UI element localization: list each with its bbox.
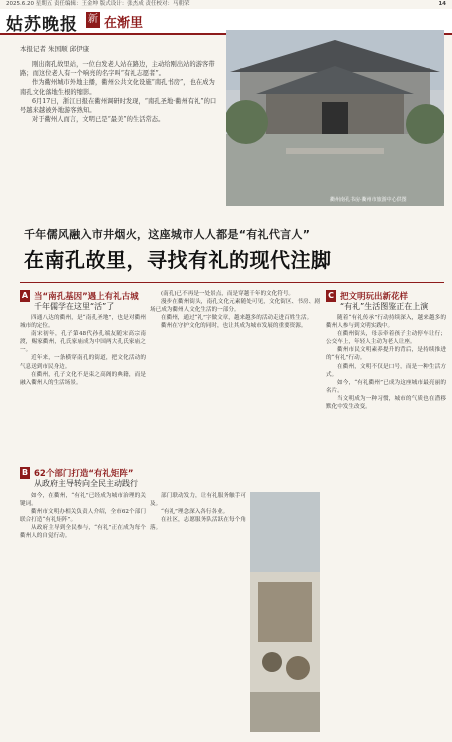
section-c-body <box>326 314 446 411</box>
section-a-letter: A <box>21 291 29 300</box>
section-b-subtitle: 从政府主导转向全民主动践行 <box>34 479 138 488</box>
section-b-photo <box>250 492 320 732</box>
section-b-heading-inner <box>20 467 320 489</box>
body-paragraph: 在衢州，孔子文化不是束之高阁的典籍，而是融入衢州人的生活场景。 <box>20 371 146 386</box>
section-a <box>20 290 146 387</box>
section-c-title: 把文明玩出新花样 <box>340 292 409 302</box>
body-paragraph: “有礼”理念深入各行各业。 <box>161 509 229 516</box>
body-paragraph: 近年来，一条横穿南孔的街道，把文化活动的气息送到市民身边。 <box>20 355 146 370</box>
section-c-subtitle: “有礼”生活图鉴正在上演 <box>340 302 429 311</box>
section-logo: 新 <box>86 12 100 28</box>
body-paragraph: 在衢州街头，母亲牵着孩子主动停车让行；公交车上，年轻人主动为老人让座。 <box>326 331 446 346</box>
body-paragraph: 随着“有礼传承”行动持续深入，越来越多的衢州人参与到文明实践中。 <box>326 315 446 330</box>
body-paragraph: 在衢州，通过“礼”字做文章，越来越多的活动走进百姓生活。 <box>161 315 313 322</box>
body-paragraph: 如今，在衢州，“有礼”已经成为城市治理的关键词。 <box>20 493 146 508</box>
kicker-headline: 千年儒风融入市井烟火，这座城市人人都是“有礼代言人” <box>24 228 311 241</box>
page-number: 14 <box>438 1 446 7</box>
section-b-body-left <box>20 492 146 541</box>
section-c-letter: C <box>326 290 336 302</box>
body-paragraph: 衢州在守护文化的同时，也让其成为城市发展的重要资源。 <box>161 323 307 330</box>
section-a-subtitle: 千年儒学在这里“活”了 <box>34 302 115 311</box>
intro-paragraph: 6月17日，浙江日报在衢州调研时发现，“南孔圣地·衢州有礼”的口号越来越被外地游客熟知。 <box>20 97 217 115</box>
section-c <box>326 290 446 411</box>
body-paragraph: 从政府主导到全民参与，“有礼”正在成为每个衢州人的自觉行动。 <box>20 525 146 540</box>
topline-info: 2025.6.20 星期五 责任编辑：王金坤 版式设计：张杰成 责任校对：马朝荣 <box>6 1 190 7</box>
section-b-letter: B <box>21 468 29 477</box>
section-a-body <box>20 314 146 387</box>
section-b-title: 62个部门打造“有礼矩阵” <box>34 469 134 479</box>
section-a-continued-body <box>150 290 320 330</box>
byline: 本报记者 朱国顺 邱伊康 <box>20 45 90 53</box>
section-divider <box>20 282 444 283</box>
section-a-heading <box>20 290 146 312</box>
body-paragraph: 衢州市文明办相关负责人介绍，全市62个部门联合打造“有礼矩阵”。 <box>20 509 146 524</box>
body-paragraph: 部门联动发力，让有礼服务触手可及。 <box>150 493 246 508</box>
section-b-heading <box>20 467 320 491</box>
body-paragraph: 在衢州，文明不仅是口号，而是一种生活方式。 <box>326 363 446 378</box>
section-c-heading <box>326 290 446 312</box>
page-topline <box>6 0 446 8</box>
section-a-continued <box>150 290 320 330</box>
body-paragraph: (南孔)已不再是一处景点，而是穿越千年的文化符号。 <box>161 291 295 297</box>
body-paragraph: 衢州市民文明素养提升的背后，是持续推进的“有礼”行动。 <box>326 347 446 362</box>
intro-paragraph: 刚出南孔故里站，一位白发老人站在路边，主动给刚出站的游客带路；而这位老人有一个响亮的名字叫“有礼志愿者”。 <box>20 61 215 78</box>
body-paragraph: 漫步在衢州街头，南孔文化元素随处可见，文化街区、书房、剧场已成为衢州人文化生活的一部分。 <box>150 299 320 314</box>
body-paragraph: 如今，“有礼衢州”已成为这座城市最亮丽的名片。 <box>326 379 446 394</box>
photo-caption: 衢州南孔书房·衢州市旅游中心供图 <box>330 197 407 203</box>
body-paragraph: 当文明成为一种习惯，城市的气质也在潜移默化中发生改变。 <box>326 395 446 411</box>
section-a-title: 当“南孔基因”遇上有礼古城 <box>34 292 139 302</box>
intro-paragraph: 作为衢州城市外地主播，衢州公共文化设施“南孔书房”，也在成为南孔文化落地生根的缩影。 <box>20 79 215 96</box>
body-paragraph: 在社区，志愿服务队活跃在每个角落。 <box>150 517 246 532</box>
section-name: 在渐里 <box>104 16 144 31</box>
lead-photo <box>226 30 444 206</box>
intro-text <box>20 60 218 124</box>
masthead: 姑苏晚报 <box>6 15 78 35</box>
intro-paragraph: 对于衢州人而言，文明已是“最美”的生活常态。 <box>32 116 165 124</box>
section-b-body-middle <box>150 492 246 532</box>
body-paragraph: 四通八达的衢州，是“南孔圣地”，也是对衢州城市的定位。 <box>20 315 146 330</box>
body-paragraph: 南宋初年，孔子第48代孙孔端友随宋高宗南渡，赐家衢州，孔氏家庙成为中国两大孔氏家庙之一。 <box>20 331 146 354</box>
main-headline: 在南孔故里，寻找有礼的现代注脚 <box>24 248 332 272</box>
